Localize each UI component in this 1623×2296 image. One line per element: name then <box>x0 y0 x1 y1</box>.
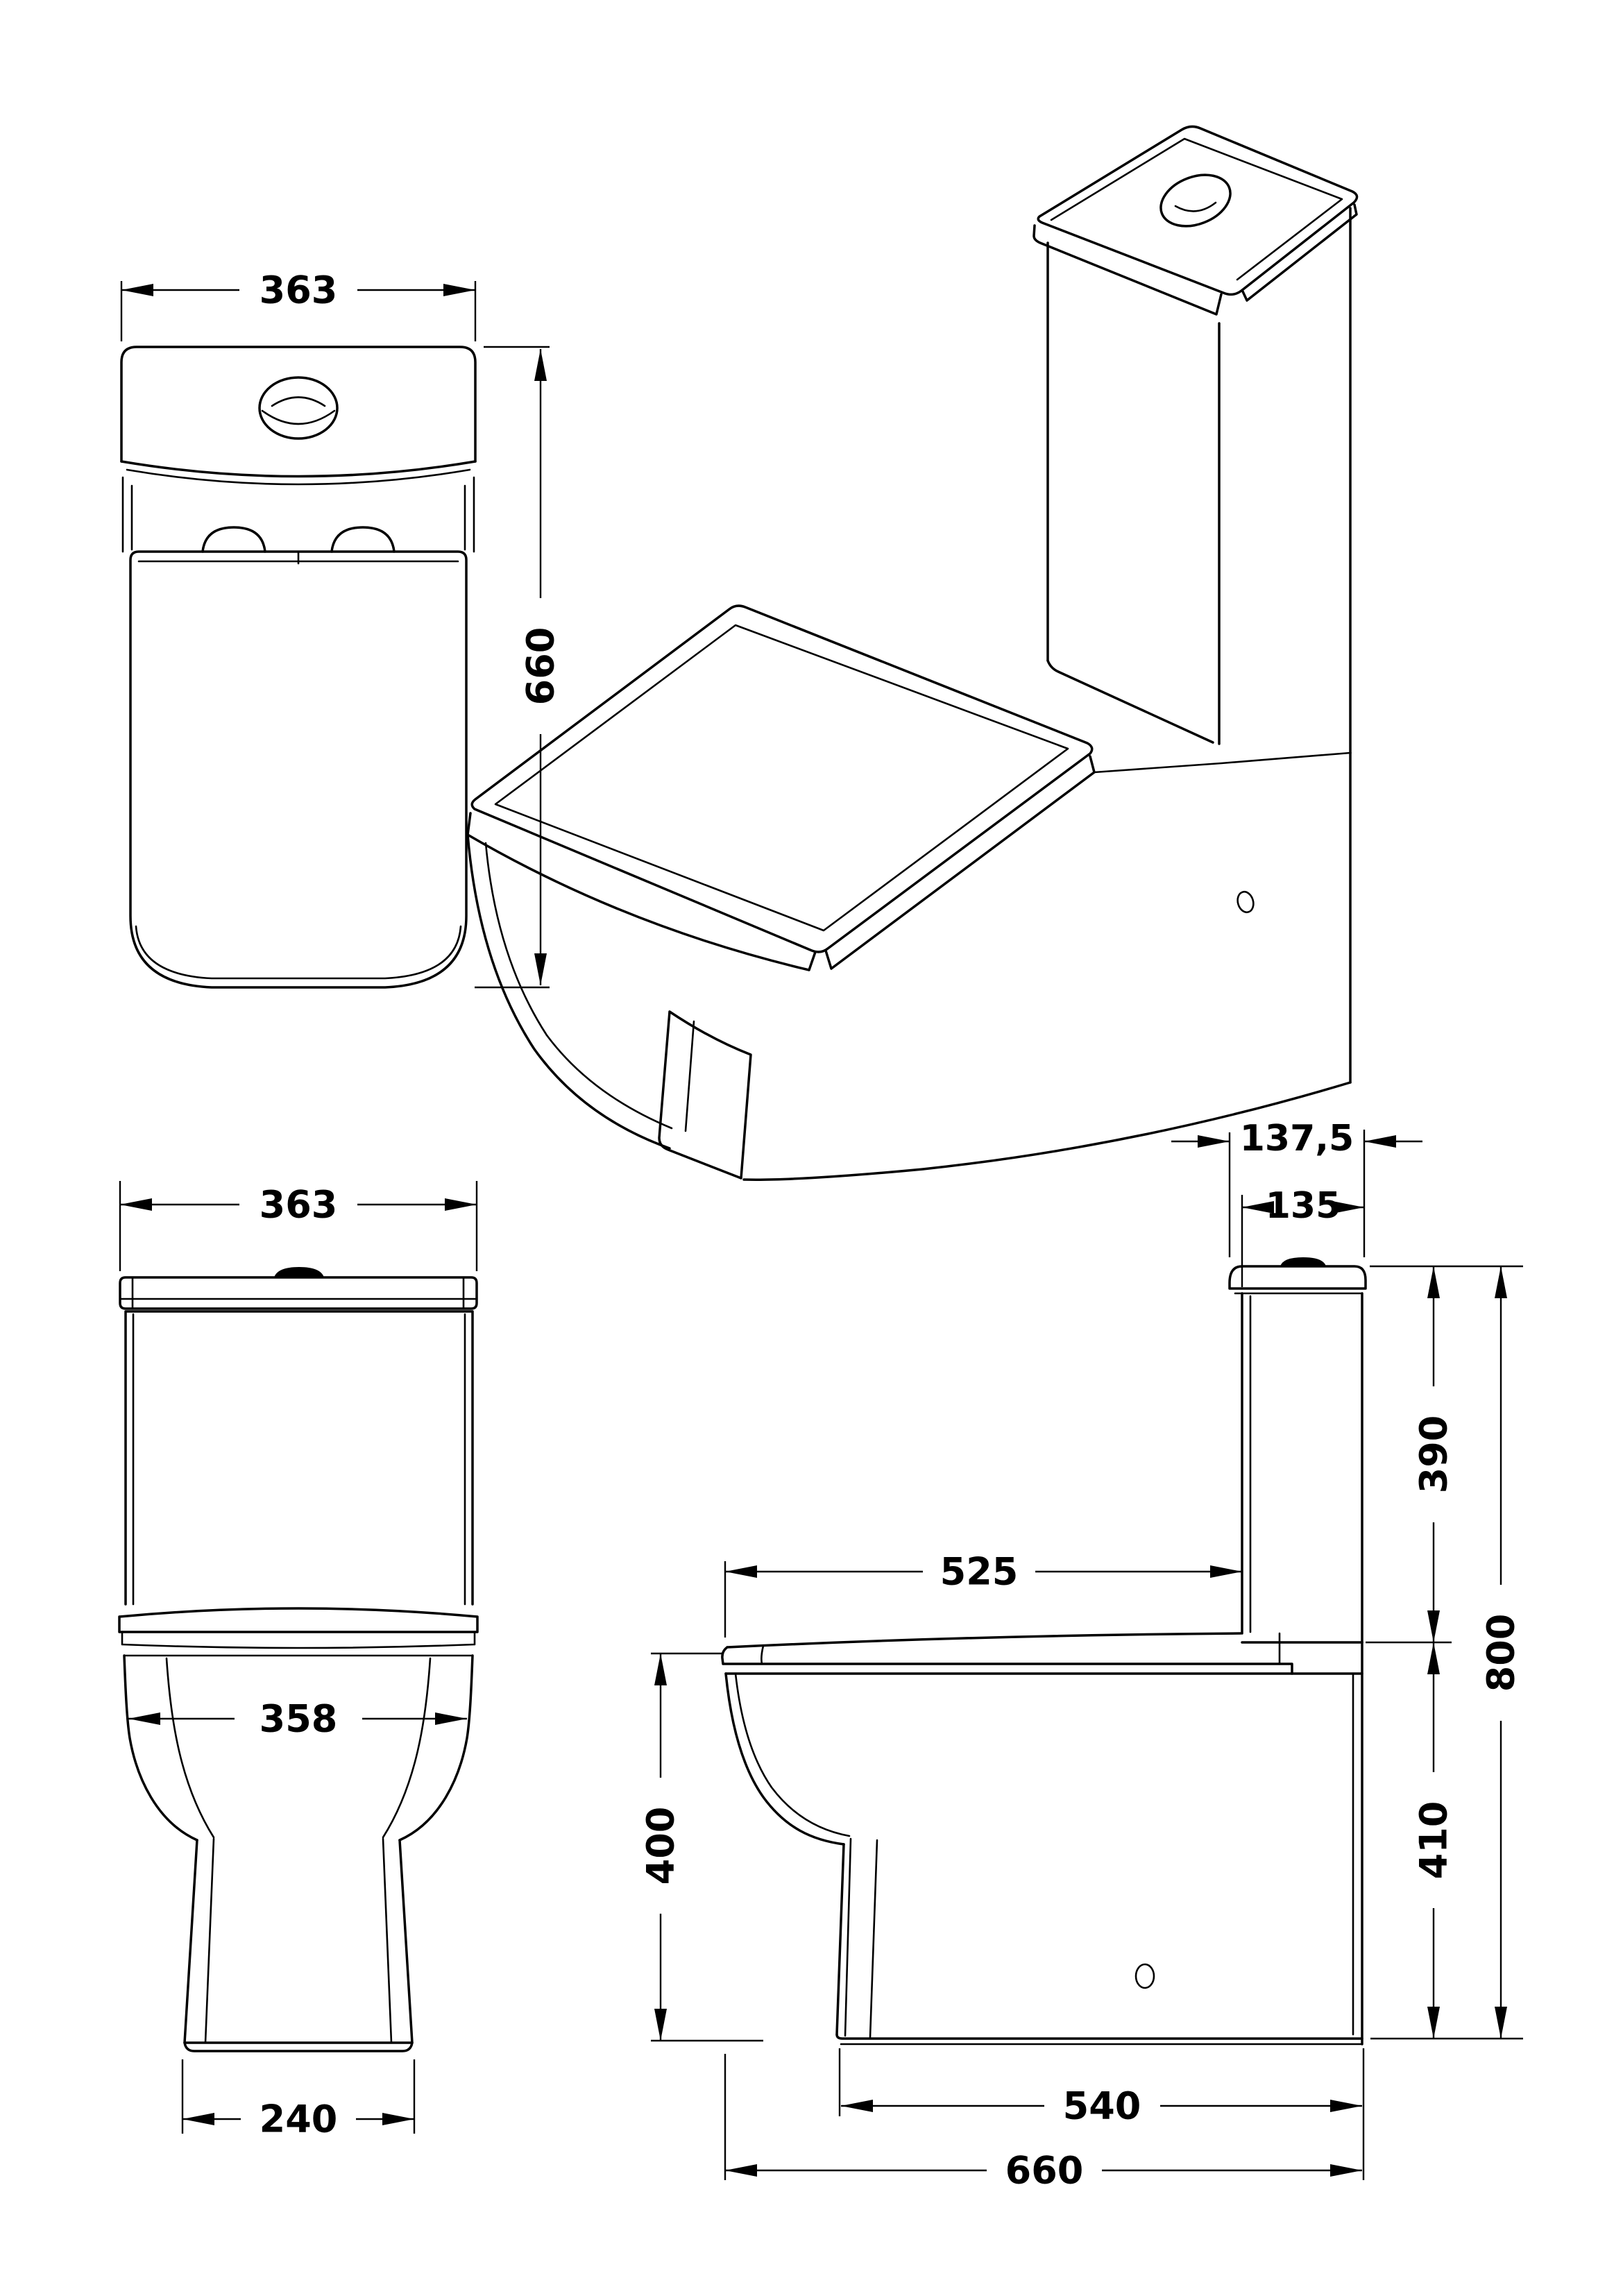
front-base-width-label: 240 <box>259 2097 338 2141</box>
iso-flush-button <box>1153 166 1237 236</box>
side-bowl-height-label: 410 <box>1411 1801 1456 1880</box>
iso-tank-bottom-edge <box>1048 661 1213 742</box>
side-total-height-label: 800 <box>1479 1613 1523 1692</box>
side-lid-depth-label: 137,5 <box>1239 1118 1354 1159</box>
plan-cistern-outline <box>121 347 475 461</box>
iso-pedestal <box>659 1012 751 1178</box>
iso-lid-inset <box>1051 139 1342 280</box>
plan-flush-button-detail <box>262 398 334 425</box>
side-dim-total-depth <box>725 2054 1362 2193</box>
front-dim-width <box>120 1181 477 1271</box>
plan-hinge-left <box>203 527 265 552</box>
front-pedestal-base <box>185 2043 412 2051</box>
side-bowl-front <box>726 1674 844 1844</box>
front-rim-band <box>122 1632 475 1656</box>
front-bowl-inner-left <box>167 1658 214 1837</box>
side-bowl-front-inner <box>736 1674 849 1836</box>
plan-seat-inner-bottom <box>136 926 461 978</box>
side-dim-tank-depth <box>1242 1185 1364 1287</box>
side-tank-depth-label: 135 <box>1265 1185 1341 1227</box>
plan-flush-button <box>260 377 337 439</box>
plan-hinge-right <box>332 527 394 552</box>
iso-seat-band-left <box>468 813 815 970</box>
front-view <box>119 1181 477 2141</box>
front-tank-inner-lines <box>133 1314 465 1604</box>
iso-bowl-front-left-inner <box>486 843 672 1128</box>
iso-flush-button-detail <box>1175 203 1216 211</box>
front-seat-band <box>119 1608 477 1632</box>
front-lid-outline <box>120 1277 477 1309</box>
front-lid-details <box>121 1277 475 1309</box>
iso-lid-lip-left <box>1034 226 1221 314</box>
iso-seat-band-right <box>826 756 1094 969</box>
side-total-depth-label: 660 <box>1005 2148 1084 2193</box>
side-rim <box>726 1642 1362 1674</box>
iso-seat-inner-panel <box>495 625 1068 930</box>
side-dim-base-depth <box>840 2048 1363 2180</box>
side-base-depth-label: 540 <box>1062 2084 1141 2128</box>
front-bowl-left <box>124 1656 197 1840</box>
side-seat-height-label: 400 <box>638 1806 683 1885</box>
side-dim-seat-depth <box>725 1550 1242 1638</box>
plan-cistern-bottom-edge <box>121 461 475 477</box>
side-lid-outline <box>1230 1266 1366 1289</box>
iso-lid-lip-right <box>1243 205 1357 300</box>
side-pedestal-front <box>837 1844 844 2034</box>
side-outlet-hole <box>1136 1964 1154 1988</box>
plan-width-label: 363 <box>259 268 338 312</box>
side-seat-lid <box>722 1633 1292 1674</box>
plan-view <box>121 269 563 988</box>
iso-seat-top <box>472 606 1091 952</box>
front-pedestal-inner <box>205 1839 391 2043</box>
front-bowl-width-label: 358 <box>259 1697 338 1741</box>
front-bowl-inner-right <box>383 1658 430 1837</box>
side-pedestal-front-inner <box>845 1839 877 2037</box>
plan-dim-width <box>121 269 475 342</box>
front-flush-button <box>274 1267 324 1277</box>
side-cistern-height-label: 390 <box>1411 1415 1456 1494</box>
front-tank-outline <box>126 1311 473 1604</box>
side-floor <box>837 2034 1362 2039</box>
side-dim-total-height <box>1479 1266 1523 2039</box>
side-seat-depth-label: 525 <box>940 1549 1019 1594</box>
plan-seat-top-edge <box>139 552 458 563</box>
side-dim-cistern-height <box>1412 1266 1456 1642</box>
side-flush-button <box>1280 1257 1326 1266</box>
plan-dim-depth <box>475 347 563 987</box>
front-width-label: 363 <box>259 1182 338 1227</box>
side-dim-bowl-height <box>1412 1642 1456 2039</box>
iso-bowl-front-left <box>468 835 670 1148</box>
front-dim-base-width <box>182 2059 414 2141</box>
isometric-view <box>468 126 1357 1180</box>
iso-rim-back-edge <box>1094 753 1350 772</box>
front-bowl-right <box>400 1656 473 1840</box>
side-dim-seat-height <box>639 1653 764 2041</box>
iso-outlet-hole <box>1235 890 1255 915</box>
side-view <box>639 1118 1524 2193</box>
plan-seat-outline <box>130 552 466 987</box>
iso-pedestal-inner <box>686 1021 694 1131</box>
front-dim-bowl-width <box>128 1697 467 1741</box>
front-pedestal <box>185 1840 412 2043</box>
plan-tank-sides <box>123 477 474 552</box>
plan-depth-label: 660 <box>518 627 563 706</box>
